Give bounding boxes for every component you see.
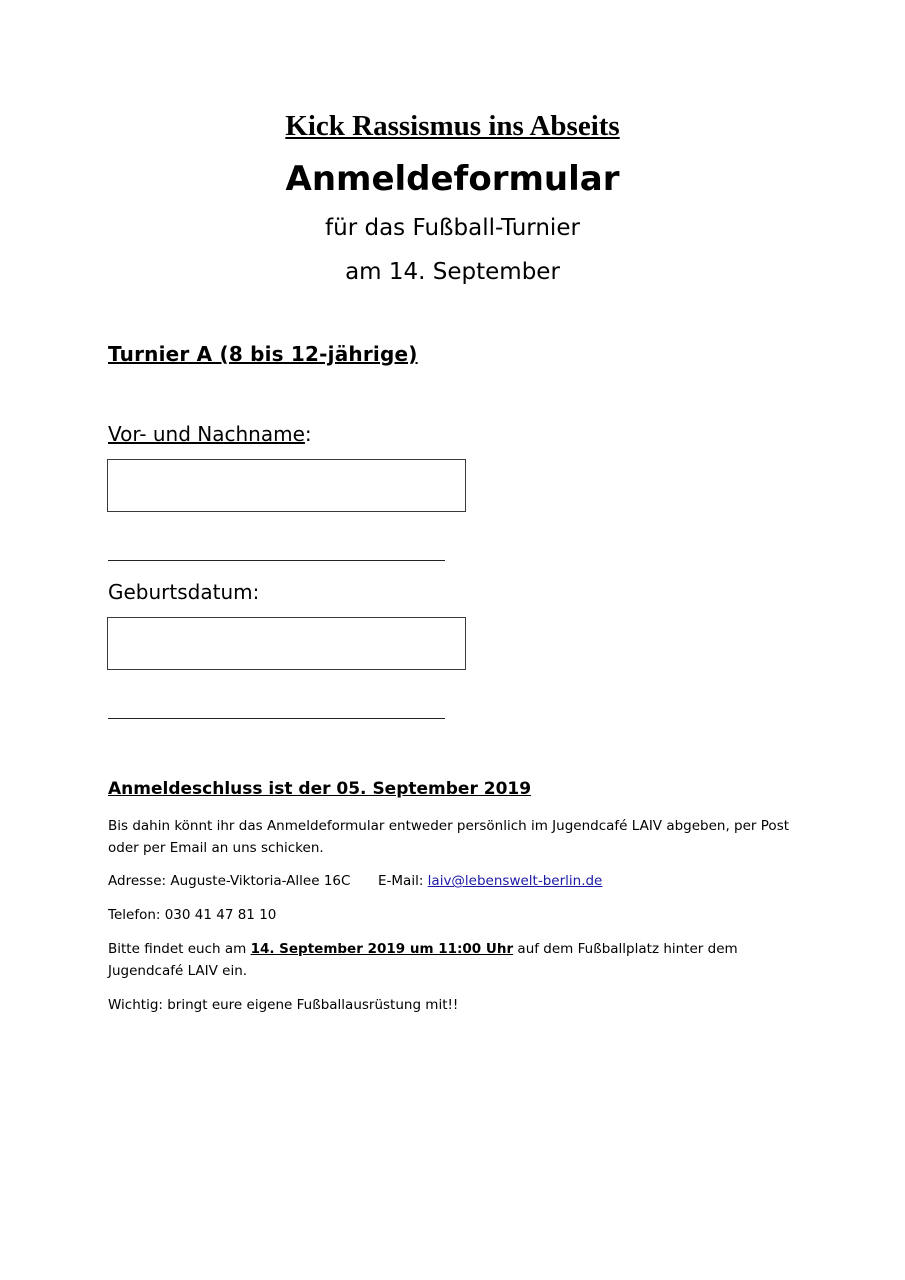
- deadline-heading: Anmeldeschluss ist der 05. September 2019: [108, 779, 532, 799]
- meeting-info: [108, 938, 808, 982]
- name-write-line: [108, 560, 445, 561]
- contact-line: [108, 870, 808, 892]
- email-label: E-Mail:: [378, 873, 428, 889]
- form-title: Anmeldeformular: [285, 159, 620, 199]
- address-text: Adresse: Auguste-Viktoria-Allee 16C: [108, 873, 351, 889]
- birthdate-input[interactable]: [107, 617, 466, 670]
- name-label-colon: :: [304, 422, 312, 446]
- email-link[interactable]: laiv@lebenswelt-berlin.de: [427, 873, 603, 889]
- meeting-info-before: Bitte findet euch am: [108, 941, 251, 957]
- birthdate-label: Geburtsdatum:: [108, 580, 260, 604]
- event-title: Kick Rassismus ins Abseits: [285, 110, 620, 142]
- meeting-date-time: 14. September 2019 um 11:00 Uhr: [250, 941, 514, 957]
- meeting-info-after: auf dem Fußballplatz hinter dem Jugendcafé LAIV ein.: [108, 941, 738, 979]
- name-label-text: Vor- und Nachname: [108, 422, 305, 446]
- tournament-heading: Turnier A (8 bis 12-jährige): [108, 342, 418, 366]
- phone-text: Telefon: 030 41 47 81 10: [108, 907, 277, 923]
- subtitle-tournament: für das Fußball-Turnier: [325, 215, 580, 241]
- important-note: Wichtig: bringt eure eigene Fußballausrüstung mit!!: [108, 997, 459, 1013]
- name-input[interactable]: [107, 459, 466, 512]
- subtitle-date: am 14. September: [345, 259, 560, 285]
- birthdate-write-line: [108, 718, 445, 719]
- submission-info: Bis dahin könnt ihr das Anmeldeformular entweder persönlich im Jugendcafé LAIV abgeben, per Post oder per Email an uns schicken.: [108, 818, 790, 856]
- name-label: [108, 420, 312, 448]
